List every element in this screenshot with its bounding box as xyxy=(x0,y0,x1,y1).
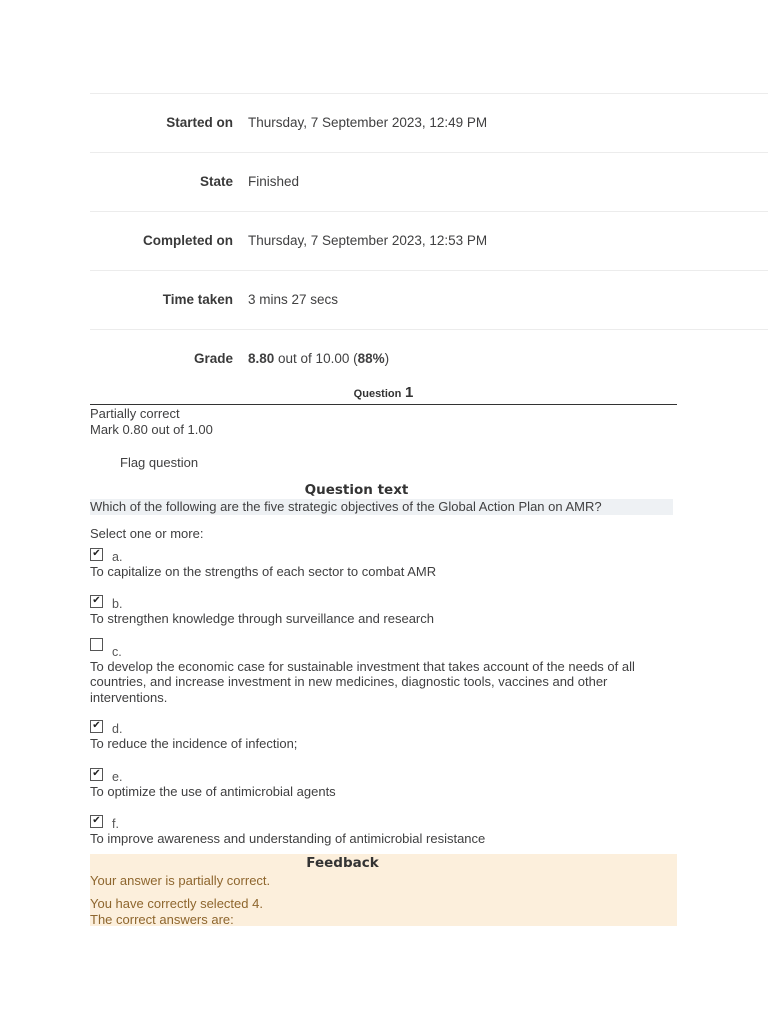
option-e xyxy=(90,763,660,800)
summary-row-state xyxy=(90,152,768,211)
option-d-text: To reduce the incidence of infection; xyxy=(90,736,298,751)
option-c-letter: c. xyxy=(112,645,122,659)
feedback-heading: Feedback xyxy=(306,855,379,871)
option-f-checkbox[interactable]: ✔ xyxy=(90,815,103,828)
feedback-summary: Your answer is partially correct. xyxy=(90,873,271,888)
option-b-text: To strengthen knowledge through surveillance and research xyxy=(90,611,434,626)
option-c xyxy=(90,637,660,705)
flag-question-link[interactable]: Flag question xyxy=(120,455,199,470)
option-b-letter: b. xyxy=(112,597,123,611)
summary-row-grade xyxy=(90,329,768,388)
option-a-checkbox[interactable]: ✔ xyxy=(90,548,103,561)
question-number: 1 xyxy=(404,384,414,401)
option-b xyxy=(90,590,660,627)
time-taken-value: 3 mins 27 secs xyxy=(248,292,339,307)
option-f xyxy=(90,810,660,847)
grade-score: 8.80 xyxy=(248,351,275,366)
started-on-value: Thursday, 7 September 2023, 12:49 PM xyxy=(248,115,488,130)
select-prompt: Select one or more: xyxy=(90,526,204,541)
grade-percent: 88% xyxy=(357,351,385,366)
question-info xyxy=(90,406,213,437)
option-a-text: To capitalize on the strengths of each sector to combat AMR xyxy=(90,564,437,579)
summary-row-started xyxy=(90,93,768,152)
question-text: Which of the following are the five strategic objectives of the Global Action Plan on AMR? xyxy=(90,499,673,515)
option-d-letter: d. xyxy=(112,722,123,736)
option-e-letter: e. xyxy=(112,770,123,784)
option-a-letter: a. xyxy=(112,550,123,564)
option-e-text: To optimize the use of antimicrobial agents xyxy=(90,784,336,799)
summary-row-time xyxy=(90,270,768,329)
option-e-checkbox[interactable]: ✔ xyxy=(90,768,103,781)
option-b-checkbox[interactable]: ✔ xyxy=(90,595,103,608)
grade-value xyxy=(248,351,389,366)
option-f-letter: f. xyxy=(112,817,119,831)
state-value: Finished xyxy=(248,174,300,189)
question-mark: Mark 0.80 out of 1.00 xyxy=(90,421,213,437)
question-text-heading: Question text xyxy=(304,482,409,498)
state-label: State xyxy=(199,174,233,189)
grade-label: Grade xyxy=(193,351,233,366)
feedback-correct-answers: The correct answers are: xyxy=(90,911,234,927)
option-c-text: To develop the economic case for sustainable investment that takes account of the needs of all countries, and increase investment in new medicines, diagnostic tools, vaccines and other interventions. xyxy=(90,658,635,705)
completed-on-label: Completed on xyxy=(143,233,233,248)
option-d xyxy=(90,715,660,752)
option-d-checkbox[interactable]: ✔ xyxy=(90,720,103,733)
grade-close: ) xyxy=(384,351,390,366)
question-word: Question xyxy=(353,388,402,400)
question-status: Partially correct xyxy=(90,406,180,421)
attempt-summary xyxy=(90,93,768,388)
option-f-text: To improve awareness and understanding of antimicrobial resistance xyxy=(90,831,486,846)
started-on-label: Started on xyxy=(166,115,233,130)
time-taken-label: Time taken xyxy=(162,292,233,307)
option-a xyxy=(90,543,660,580)
feedback-panel xyxy=(90,854,677,926)
feedback-selected-count: You have correctly selected 4. xyxy=(90,896,263,911)
option-c-checkbox[interactable] xyxy=(90,638,103,651)
feedback-detail xyxy=(90,896,263,927)
question-heading xyxy=(90,384,677,405)
completed-on-value: Thursday, 7 September 2023, 12:53 PM xyxy=(248,233,488,248)
summary-row-completed xyxy=(90,211,768,270)
grade-out-of: out of 10.00 ( xyxy=(274,351,358,366)
